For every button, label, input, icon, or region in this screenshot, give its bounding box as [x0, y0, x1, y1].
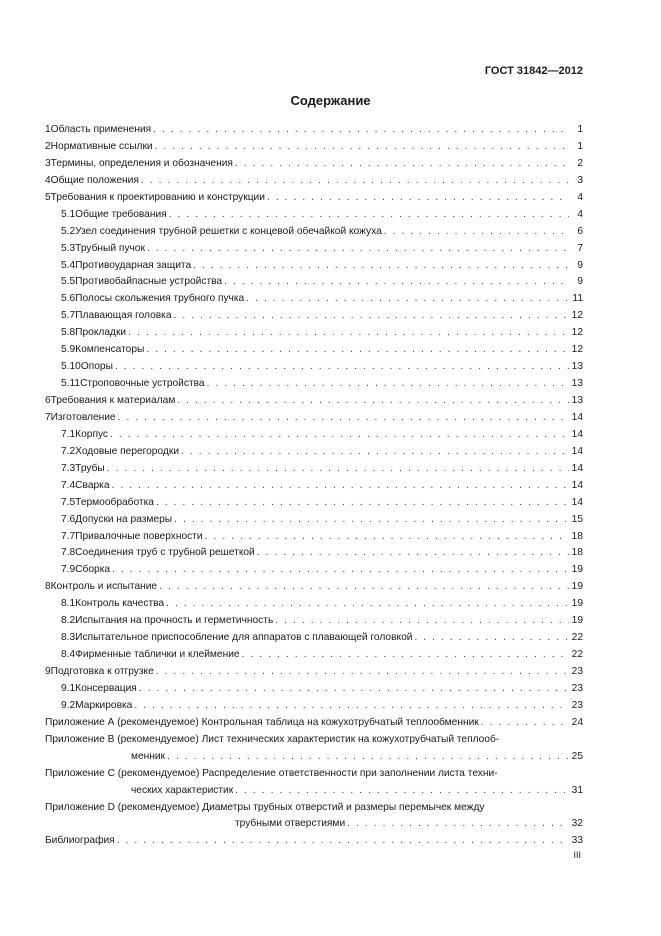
- toc-entry-title: Термины, определения и обозначения: [50, 157, 233, 169]
- toc-entry-title: Допуски на размеры: [75, 513, 173, 525]
- toc-entry-title: Прокладки: [75, 327, 127, 339]
- toc-entry[interactable]: [45, 444, 583, 461]
- toc-entry[interactable]: [45, 325, 583, 342]
- toc-entry-page: 18: [571, 530, 583, 542]
- toc-entry-title: Контроль и испытание: [50, 581, 158, 593]
- toc-entry-number: 9.1: [61, 682, 76, 694]
- toc-entry-number: 9: [45, 666, 51, 677]
- toc-entry-number: 5.2: [61, 225, 76, 237]
- toc-entry-title: Узел соединения трубной решетки с концевой обечайкой кожуха: [75, 225, 382, 237]
- toc-entry-title: Область применения: [50, 124, 152, 135]
- toc-entry-title: Привалочные поверхности: [75, 530, 203, 542]
- leader-dots: [481, 715, 569, 732]
- toc-entry-number: 5.11: [61, 378, 81, 390]
- toc-rows: [45, 122, 583, 715]
- leader-dots: [147, 241, 569, 258]
- toc-bibliography[interactable]: [45, 833, 583, 850]
- toc-entry[interactable]: [45, 308, 583, 325]
- toc-entry-number: 7.2: [61, 445, 76, 457]
- toc-entry[interactable]: [45, 410, 583, 427]
- toc-entry-page: 2: [577, 157, 583, 169]
- toc-entry[interactable]: [45, 427, 583, 444]
- toc-entry-page: 9: [577, 276, 583, 288]
- toc-entry-number: 5: [45, 191, 51, 203]
- toc-entry[interactable]: [45, 630, 583, 647]
- leader-dots: [414, 630, 569, 647]
- toc-entry-title: Ходовые перегородки: [75, 445, 180, 457]
- toc-appendix-b-page: 25: [571, 750, 583, 762]
- leader-dots: [112, 562, 569, 579]
- toc-appendix-d-line2[interactable]: [45, 816, 583, 833]
- toc-entry[interactable]: [45, 596, 583, 613]
- standard-number: ГОСТ 31842—2012: [484, 65, 583, 77]
- toc-entry[interactable]: [45, 512, 583, 529]
- toc-entry-page: 15: [571, 513, 583, 525]
- toc-entry-number: 7.6: [61, 513, 76, 525]
- toc-entry-page: 4: [577, 208, 583, 220]
- leader-dots: [181, 444, 569, 461]
- toc-entry-page: 23: [571, 666, 583, 677]
- toc-entry-title: Термообработка: [75, 496, 154, 508]
- toc-entry-title: Трубный пучок: [75, 242, 145, 254]
- toc-entry-number: 8.4: [61, 649, 76, 661]
- toc-entry-title: Опоры: [80, 361, 113, 373]
- toc-appendix-a-text: Приложение А (рекомендуемое) Контрольная таблица на кожухотрубчатый теплообменник: [45, 716, 479, 728]
- toc-entry[interactable]: [45, 529, 583, 546]
- leader-dots: [156, 495, 569, 512]
- toc-appendix-d-text-cont: трубными отверстиями: [235, 818, 346, 830]
- toc-entry-number: 5.6: [61, 293, 76, 305]
- leader-dots: [177, 393, 569, 410]
- page-folio: III: [573, 850, 581, 860]
- toc-entry[interactable]: [45, 207, 583, 224]
- toc-entry-number: 5.10: [61, 361, 81, 373]
- toc-entry-page: 19: [571, 598, 583, 610]
- toc-entry[interactable]: [45, 122, 583, 139]
- toc-entry-page: 13: [571, 378, 583, 390]
- toc-entry[interactable]: [45, 173, 583, 190]
- toc-appendix-c-text: Приложение С (рекомендуемое) Распределение ответственности при заполнении листа техни-: [45, 767, 498, 779]
- leader-dots: [257, 545, 569, 562]
- leader-dots: [205, 529, 569, 546]
- toc-entry[interactable]: [45, 274, 583, 291]
- toc-appendix-b-text-cont: менник: [131, 750, 166, 762]
- toc-entry[interactable]: [45, 647, 583, 664]
- toc-entry[interactable]: [45, 562, 583, 579]
- toc-entry[interactable]: [45, 579, 583, 596]
- leader-dots: [153, 122, 569, 139]
- toc-entry[interactable]: [45, 478, 583, 495]
- toc-entry-number: 7.3: [61, 462, 76, 474]
- leader-dots: [246, 291, 569, 308]
- toc-entry-title: Трубы: [75, 462, 105, 474]
- toc-entry-title: Соединения труб с трубной решеткой: [75, 547, 255, 559]
- leader-dots: [169, 207, 569, 224]
- toc-entry-number: 5.8: [61, 327, 76, 339]
- toc-entry-number: 8.2: [61, 615, 76, 627]
- toc-appendix-b-line1[interactable]: [45, 732, 583, 749]
- toc-entry-title: Общие положения: [50, 174, 139, 186]
- toc-entry-title: Противобайпасные устройства: [75, 276, 223, 288]
- leader-dots: [384, 224, 569, 241]
- toc-entry-title: Строповочные устройства: [80, 378, 205, 390]
- toc-entry-page: 14: [571, 445, 583, 457]
- toc-appendix-b-line2[interactable]: [45, 749, 583, 766]
- leader-dots: [115, 359, 569, 376]
- toc-entry-number: 5.3: [61, 242, 76, 254]
- toc-entry-page: 19: [571, 564, 583, 576]
- toc-appendix-d-text: Приложение D (рекомендуемое) Диаметры трубных отверстий и размеры перемычек между: [45, 801, 485, 813]
- toc-entry-page: 1: [577, 124, 583, 135]
- leader-dots: [118, 410, 569, 427]
- toc-appendix-c-line2[interactable]: [45, 783, 583, 800]
- toc-entry-number: 8: [45, 581, 51, 593]
- toc-bibliography-text: Библиография: [45, 835, 115, 847]
- toc-entry-title: Требования к материалам: [50, 395, 176, 406]
- toc-entry-page: 7: [577, 242, 583, 254]
- leader-dots: [159, 579, 569, 596]
- toc-entry-title: Контроль качества: [75, 598, 165, 610]
- toc-bibliography-page: 33: [571, 835, 583, 847]
- toc-entry-page: 13: [571, 361, 583, 373]
- leader-dots: [166, 596, 569, 613]
- leader-dots: [155, 139, 569, 156]
- toc-entry-number: 5.1: [61, 208, 76, 220]
- page-title: Содержание: [290, 93, 371, 108]
- toc-entry-title: Сварка: [75, 479, 110, 491]
- toc-entry-page: 22: [571, 632, 583, 644]
- leader-dots: [242, 647, 569, 664]
- toc-appendix-c-page: 31: [571, 784, 583, 796]
- toc-entry-number: 7: [45, 411, 51, 423]
- leader-dots: [110, 427, 569, 444]
- toc-entry-page: 6: [577, 225, 583, 237]
- toc-entry[interactable]: [45, 156, 583, 173]
- toc-entry-number: 7.7: [61, 530, 76, 542]
- toc-appendix-b-text: Приложение В (рекомендуемое) Лист технических характеристик на кожухотрубчатый теплооб-: [45, 733, 500, 745]
- leader-dots: [193, 258, 569, 275]
- toc-entry-title: Нормативные ссылки: [50, 140, 153, 152]
- toc-entry-title: Консервация: [75, 682, 137, 694]
- toc-entry[interactable]: [45, 545, 583, 562]
- toc-appendix-a-page: 24: [571, 716, 583, 728]
- leader-dots: [174, 308, 569, 325]
- toc-entry-page: 18: [571, 547, 583, 559]
- toc-entry-title: Корпус: [75, 428, 109, 440]
- toc-entry-page: 4: [577, 191, 583, 203]
- toc-entry-page: 19: [571, 615, 583, 627]
- toc-entry-page: 22: [571, 649, 583, 661]
- toc-entry-number: 7.9: [61, 564, 76, 576]
- toc-entry-page: 14: [571, 479, 583, 491]
- leader-dots: [224, 274, 569, 291]
- toc-entry[interactable]: [45, 291, 583, 308]
- leader-dots: [267, 190, 569, 207]
- toc-entry[interactable]: [45, 190, 583, 207]
- toc-entry-page: 23: [571, 699, 583, 711]
- toc-entry-title: Полосы скольжения трубного пучка: [75, 293, 245, 305]
- toc-entry-page: 23: [571, 682, 583, 694]
- toc-entry-page: 12: [571, 327, 583, 339]
- toc-entry-number: 8.3: [61, 632, 76, 644]
- toc-entry-number: 7.5: [61, 496, 76, 508]
- toc-entry-title: Сборка: [75, 564, 111, 576]
- toc-entry-number: 1: [45, 124, 51, 135]
- toc-entry-page: 14: [571, 462, 583, 474]
- toc-entry-page: 12: [571, 344, 583, 356]
- toc-appendix-c-text-cont: ческих характеристик: [131, 784, 234, 796]
- toc-appendix-d-page: 32: [571, 818, 583, 830]
- toc-entry-number: 5.5: [61, 276, 76, 288]
- toc-entry-page: 12: [571, 310, 583, 322]
- toc-entry-number: 5.7: [61, 310, 76, 322]
- toc-entry[interactable]: [45, 241, 583, 258]
- table-of-contents: [45, 122, 583, 850]
- toc-entry-number: 6: [45, 395, 51, 406]
- toc-entry[interactable]: [45, 359, 583, 376]
- toc-entry[interactable]: [45, 393, 583, 410]
- leader-dots: [235, 156, 569, 173]
- toc-entry[interactable]: [45, 376, 583, 393]
- leader-dots: [207, 376, 569, 393]
- leader-dots: [347, 816, 569, 833]
- toc-entry-number: 2: [45, 140, 51, 152]
- toc-entry-number: 7.4: [61, 479, 76, 491]
- toc-entry-number: 7.1: [61, 428, 76, 440]
- toc-entry-title: Плавающая головка: [75, 310, 172, 322]
- toc-entry-page: 14: [571, 411, 583, 423]
- toc-appendix-a[interactable]: [45, 715, 583, 732]
- toc-entry[interactable]: [45, 342, 583, 359]
- toc-entry-title: Испытания на прочность и герметичность: [75, 615, 274, 627]
- toc-entry[interactable]: [45, 681, 583, 698]
- leader-dots: [107, 461, 569, 478]
- leader-dots: [141, 173, 569, 190]
- toc-entry-number: 7.8: [61, 547, 76, 559]
- toc-entry-title: Фирменные таблички и клеймение: [75, 649, 240, 661]
- toc-entry[interactable]: [45, 613, 583, 630]
- toc-entry[interactable]: [45, 698, 583, 715]
- leader-dots: [275, 613, 569, 630]
- toc-entry-title: Требования к проектированию и конструкции: [50, 191, 265, 203]
- leader-dots: [139, 681, 569, 698]
- leader-dots: [134, 698, 569, 715]
- toc-entry[interactable]: [45, 495, 583, 512]
- toc-entry-page: 11: [572, 293, 583, 305]
- toc-entry-page: 3: [577, 174, 583, 186]
- toc-entry-number: 8.1: [61, 598, 76, 610]
- leader-dots: [117, 833, 569, 850]
- toc-entry[interactable]: [45, 224, 583, 241]
- toc-entry-page: 9: [577, 259, 583, 271]
- toc-entry-title: Маркировка: [75, 699, 133, 711]
- toc-appendix-d-line1[interactable]: [45, 800, 583, 817]
- leader-dots: [112, 478, 569, 495]
- toc-entry-page: 14: [571, 496, 583, 508]
- leader-dots: [167, 749, 569, 766]
- toc-entry-title: Подготовка к отгрузке: [50, 666, 154, 677]
- toc-entry[interactable]: [45, 461, 583, 478]
- toc-entry-page: 13: [571, 395, 583, 406]
- toc-appendix-c-line1[interactable]: [45, 766, 583, 783]
- leader-dots: [156, 664, 569, 681]
- toc-entry[interactable]: [45, 664, 583, 681]
- toc-entry[interactable]: [45, 139, 583, 156]
- toc-entry-number: 5.4: [61, 259, 76, 271]
- toc-entry-number: 4: [45, 174, 51, 186]
- toc-entry-title: Изготовление: [50, 411, 116, 423]
- toc-entry-title: Противоударная защита: [75, 259, 192, 271]
- toc-entry-page: 14: [571, 428, 583, 440]
- toc-entry[interactable]: [45, 258, 583, 275]
- leader-dots: [174, 512, 569, 529]
- toc-entry-number: 5.9: [61, 344, 76, 356]
- toc-entry-page: 1: [577, 140, 583, 152]
- toc-entry-title: Испытательное приспособление для аппаратов с плавающей головкой: [75, 632, 413, 644]
- toc-entry-number: 3: [45, 157, 51, 169]
- toc-entry-title: Общие требования: [75, 208, 167, 220]
- leader-dots: [128, 325, 569, 342]
- leader-dots: [235, 783, 569, 800]
- toc-entry-number: 9.2: [61, 699, 76, 711]
- toc-entry-title: Компенсаторы: [75, 344, 145, 356]
- toc-entry-page: 19: [571, 581, 583, 593]
- leader-dots: [146, 342, 569, 359]
